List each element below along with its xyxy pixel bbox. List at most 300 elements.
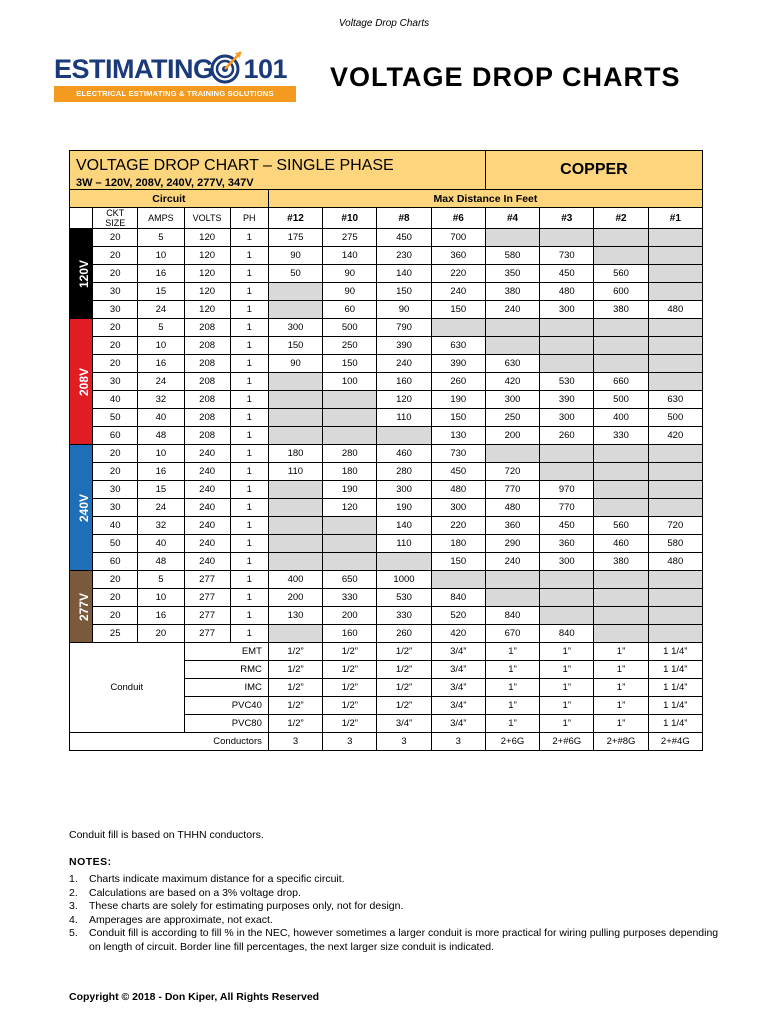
notes-list — [69, 873, 719, 954]
table-cell: 1 — [230, 319, 268, 337]
table-cell: 420 — [485, 373, 539, 391]
table-cell: 1 — [230, 589, 268, 607]
table-cell: 1 — [230, 445, 268, 463]
table-cell: 530 — [540, 373, 594, 391]
table-cell: 50 — [93, 535, 138, 553]
table-cell: 20 — [93, 571, 138, 589]
conduit-size-cell: 3/4” — [431, 715, 485, 733]
table-cell: 1 — [230, 247, 268, 265]
table-cell: 240 — [184, 499, 230, 517]
table-cell: 180 — [268, 445, 322, 463]
table-cell: 480 — [648, 301, 702, 319]
table-cell: 240 — [184, 463, 230, 481]
awg-header: #8 — [377, 208, 431, 229]
distance-group-header: Max Distance In Feet — [268, 190, 702, 208]
note-text: These charts are solely for estimating purposes only, not for design. — [89, 900, 404, 912]
table-cell: 190 — [377, 499, 431, 517]
table-cell: 730 — [431, 445, 485, 463]
chart-title: VOLTAGE DROP CHART – SINGLE PHASE — [76, 157, 394, 174]
conduit-size-cell: 3/4” — [431, 661, 485, 679]
conduit-size-cell: 1” — [485, 661, 539, 679]
table-cell: 40 — [93, 517, 138, 535]
table-cell — [648, 589, 702, 607]
table-cell: 300 — [540, 553, 594, 571]
table-cell: 630 — [648, 391, 702, 409]
table-cell: 500 — [323, 319, 377, 337]
conduit-size-cell: 1/2” — [268, 715, 322, 733]
table-cell: 300 — [431, 499, 485, 517]
table-cell: 650 — [323, 571, 377, 589]
table-cell — [485, 319, 539, 337]
table-cell: 400 — [594, 409, 648, 427]
table-cell — [648, 481, 702, 499]
conduit-row — [70, 643, 703, 661]
table-cell — [323, 517, 377, 535]
table-cell: 460 — [377, 445, 431, 463]
table-cell: 30 — [93, 283, 138, 301]
table-cell — [594, 319, 648, 337]
conduit-size-cell: 1/2” — [377, 697, 431, 715]
table-cell: 360 — [540, 535, 594, 553]
table-cell: 277 — [184, 571, 230, 589]
table-cell — [648, 283, 702, 301]
copyright-text: Copyright © 2018 - Don Kiper, All Rights Reserved — [69, 991, 320, 1003]
table-cell: 208 — [184, 391, 230, 409]
table-cell — [540, 319, 594, 337]
table-cell: 240 — [184, 445, 230, 463]
note-number: 2. — [69, 886, 78, 899]
table-cell: 390 — [431, 355, 485, 373]
table-cell: 280 — [377, 463, 431, 481]
table-cell: 20 — [93, 607, 138, 625]
table-cell — [540, 463, 594, 481]
table-cell: 580 — [485, 247, 539, 265]
table-cell: 790 — [377, 319, 431, 337]
table-cell: 190 — [323, 481, 377, 499]
table-row — [70, 301, 703, 319]
estimating-101-logo — [54, 50, 298, 104]
table-cell: 250 — [485, 409, 539, 427]
table-row — [70, 553, 703, 571]
table-cell: 330 — [377, 607, 431, 625]
table-cell: 20 — [138, 625, 184, 643]
table-cell: 1 — [230, 535, 268, 553]
conduit-size-cell: 1 1/4” — [648, 643, 702, 661]
table-cell: 1 — [230, 373, 268, 391]
ckt-header-line: CKT — [106, 208, 125, 218]
table-cell: 5 — [138, 229, 184, 247]
table-cell: 220 — [431, 265, 485, 283]
table-cell — [268, 373, 322, 391]
table-cell: 120 — [184, 247, 230, 265]
table-cell: 277 — [184, 589, 230, 607]
table-cell: 450 — [377, 229, 431, 247]
conduit-type: EMT — [184, 643, 268, 661]
conductors-label: Conductors — [70, 733, 269, 751]
table-cell: 240 — [184, 517, 230, 535]
table-cell: 1 — [230, 301, 268, 319]
conduit-size-cell: 3/4” — [431, 643, 485, 661]
table-cell — [594, 463, 648, 481]
conduit-size-cell: 1/2” — [268, 643, 322, 661]
table-cell: 208 — [184, 355, 230, 373]
table-cell — [485, 229, 539, 247]
conductors-cell: 3 — [323, 733, 377, 751]
table-cell — [268, 301, 322, 319]
table-cell: 390 — [377, 337, 431, 355]
table-cell: 770 — [540, 499, 594, 517]
table-cell — [594, 625, 648, 643]
table-cell: 5 — [138, 319, 184, 337]
table-cell: 660 — [594, 373, 648, 391]
table-cell: 208 — [184, 409, 230, 427]
voltage-section-label — [70, 229, 93, 319]
table-cell: 450 — [540, 265, 594, 283]
table-cell: 200 — [268, 589, 322, 607]
table-cell: 380 — [594, 553, 648, 571]
table-cell: 120 — [184, 301, 230, 319]
table-cell: 140 — [323, 247, 377, 265]
table-cell — [648, 445, 702, 463]
table-cell: 24 — [138, 373, 184, 391]
table-row — [70, 499, 703, 517]
table-cell — [323, 427, 377, 445]
table-cell: 240 — [485, 301, 539, 319]
table-cell: 208 — [184, 373, 230, 391]
table-cell: 1 — [230, 571, 268, 589]
table-cell: 360 — [485, 517, 539, 535]
table-cell — [648, 229, 702, 247]
table-cell: 175 — [268, 229, 322, 247]
table-cell: 10 — [138, 337, 184, 355]
table-cell: 16 — [138, 463, 184, 481]
table-cell: 277 — [184, 607, 230, 625]
table-cell: 300 — [540, 301, 594, 319]
table-cell: 150 — [431, 553, 485, 571]
table-cell — [594, 337, 648, 355]
table-cell — [648, 247, 702, 265]
logo-word-right: 101 — [243, 54, 288, 84]
table-cell: 230 — [377, 247, 431, 265]
table-cell: 120 — [323, 499, 377, 517]
table-cell: 840 — [485, 607, 539, 625]
table-cell — [648, 337, 702, 355]
table-cell: 1 — [230, 517, 268, 535]
target-icon — [210, 50, 244, 86]
table-cell: 1 — [230, 499, 268, 517]
table-cell: 90 — [323, 265, 377, 283]
table-cell: 20 — [93, 265, 138, 283]
table-cell: 350 — [485, 265, 539, 283]
table-cell: 160 — [323, 625, 377, 643]
awg-header: #6 — [431, 208, 485, 229]
table-cell: 150 — [268, 337, 322, 355]
awg-header: #4 — [485, 208, 539, 229]
document-title: VOLTAGE DROP CHARTS — [330, 62, 681, 92]
table-cell: 190 — [431, 391, 485, 409]
conduit-size-cell: 1 1/4” — [648, 679, 702, 697]
table-cell: 400 — [268, 571, 322, 589]
table-cell: 1 — [230, 553, 268, 571]
table-cell: 670 — [485, 625, 539, 643]
conduit-size-cell: 1 1/4” — [648, 661, 702, 679]
column-header-row — [70, 208, 703, 229]
table-row — [70, 283, 703, 301]
table-cell — [540, 337, 594, 355]
voltage-section-text: 120V — [77, 259, 92, 288]
table-cell: 1 — [230, 481, 268, 499]
table-cell: 250 — [323, 337, 377, 355]
table-cell: 30 — [93, 499, 138, 517]
note-item — [69, 914, 719, 928]
table-row — [70, 265, 703, 283]
table-cell — [540, 355, 594, 373]
table-row — [70, 247, 703, 265]
table-row — [70, 319, 703, 337]
table-cell: 275 — [323, 229, 377, 247]
table-cell: 730 — [540, 247, 594, 265]
table-cell — [540, 445, 594, 463]
table-cell — [268, 481, 322, 499]
table-cell: 1 — [230, 265, 268, 283]
conduit-size-cell: 1/2” — [323, 661, 377, 679]
conduit-size-cell: 1 1/4” — [648, 697, 702, 715]
conduit-size-cell: 1” — [540, 661, 594, 679]
notes-heading: NOTES: — [69, 856, 112, 868]
awg-header: #1 — [648, 208, 702, 229]
table-cell: 380 — [594, 301, 648, 319]
awg-header: #12 — [268, 208, 322, 229]
table-cell: 20 — [93, 463, 138, 481]
table-cell: 330 — [594, 427, 648, 445]
table-cell — [268, 391, 322, 409]
table-cell — [594, 445, 648, 463]
table-cell: 1 — [230, 355, 268, 373]
table-row — [70, 229, 703, 247]
table-cell: 280 — [323, 445, 377, 463]
table-cell — [594, 607, 648, 625]
table-cell: 150 — [431, 409, 485, 427]
table-cell — [594, 481, 648, 499]
table-cell: 1 — [230, 427, 268, 445]
voltage-section-label — [70, 319, 93, 445]
table-cell: 530 — [377, 589, 431, 607]
note-number: 3. — [69, 900, 78, 912]
conduit-size-cell: 1” — [485, 643, 539, 661]
table-cell: 30 — [93, 481, 138, 499]
table-cell — [268, 553, 322, 571]
table-cell: 450 — [431, 463, 485, 481]
table-cell: 300 — [268, 319, 322, 337]
table-cell — [648, 607, 702, 625]
note-number: 1. — [69, 873, 78, 885]
amps-header: AMPS — [138, 208, 184, 229]
table-cell — [431, 319, 485, 337]
table-cell: 20 — [93, 319, 138, 337]
table-cell: 630 — [431, 337, 485, 355]
table-cell: 720 — [648, 517, 702, 535]
voltage-section-text: 277V — [77, 592, 92, 621]
conduit-group-label: Conduit — [70, 643, 185, 733]
table-cell: 1000 — [377, 571, 431, 589]
table-cell — [540, 571, 594, 589]
table-cell: 24 — [138, 301, 184, 319]
table-cell: 150 — [377, 283, 431, 301]
table-cell: 630 — [485, 355, 539, 373]
conductors-cell: 2+6G — [485, 733, 539, 751]
table-cell: 580 — [648, 535, 702, 553]
table-cell: 840 — [431, 589, 485, 607]
table-cell: 60 — [93, 427, 138, 445]
table-cell: 1 — [230, 409, 268, 427]
conduit-size-cell: 1” — [485, 715, 539, 733]
table-row — [70, 625, 703, 643]
table-cell: 140 — [377, 517, 431, 535]
conduit-size-cell: 1” — [594, 679, 648, 697]
table-cell — [648, 625, 702, 643]
table-row — [70, 517, 703, 535]
table-cell: 480 — [540, 283, 594, 301]
table-cell: 130 — [268, 607, 322, 625]
table-cell: 160 — [377, 373, 431, 391]
table-row — [70, 445, 703, 463]
table-cell: 240 — [485, 553, 539, 571]
table-cell — [485, 337, 539, 355]
logo-wordmark — [54, 54, 287, 85]
table-cell: 330 — [323, 589, 377, 607]
table-cell: 208 — [184, 337, 230, 355]
table-row — [70, 463, 703, 481]
logo-word-left: ESTIMATING — [54, 54, 214, 84]
table-row — [70, 391, 703, 409]
note-item — [69, 873, 719, 887]
table-cell — [431, 571, 485, 589]
table-title-row — [70, 151, 703, 190]
table-cell: 480 — [431, 481, 485, 499]
ph-header: PH — [230, 208, 268, 229]
table-cell: 480 — [485, 499, 539, 517]
table-cell: 24 — [138, 499, 184, 517]
table-cell — [540, 229, 594, 247]
table-cell: 240 — [184, 481, 230, 499]
ckt-size-header — [93, 208, 138, 229]
table-cell — [648, 319, 702, 337]
table-cell: 40 — [138, 409, 184, 427]
table-cell: 200 — [323, 607, 377, 625]
table-cell: 770 — [485, 481, 539, 499]
table-cell: 450 — [540, 517, 594, 535]
awg-header: #10 — [323, 208, 377, 229]
table-cell — [648, 463, 702, 481]
logo-tagline: ELECTRICAL ESTIMATING & TRAINING SOLUTIONS — [54, 86, 296, 102]
table-cell: 20 — [93, 445, 138, 463]
table-cell — [268, 409, 322, 427]
table-cell: 300 — [540, 409, 594, 427]
table-cell: 16 — [138, 355, 184, 373]
table-cell: 25 — [93, 625, 138, 643]
table-cell: 90 — [268, 355, 322, 373]
table-cell: 240 — [377, 355, 431, 373]
note-text: Calculations are based on a 3% voltage drop. — [89, 886, 301, 899]
table-row — [70, 409, 703, 427]
table-cell: 290 — [485, 535, 539, 553]
conductors-cell: 2+#4G — [648, 733, 702, 751]
note-number: 5. — [69, 927, 78, 939]
conduit-size-cell: 1/2” — [268, 697, 322, 715]
voltage-section-label — [70, 571, 93, 643]
table-cell — [540, 589, 594, 607]
table-cell: 48 — [138, 553, 184, 571]
table-cell: 500 — [648, 409, 702, 427]
table-cell — [268, 517, 322, 535]
table-row — [70, 355, 703, 373]
conduit-size-cell: 1/2” — [268, 679, 322, 697]
conduit-size-cell: 1” — [485, 697, 539, 715]
conduit-size-cell: 1/2” — [323, 679, 377, 697]
table-cell: 200 — [485, 427, 539, 445]
table-cell: 40 — [138, 535, 184, 553]
table-cell — [648, 571, 702, 589]
table-cell: 32 — [138, 391, 184, 409]
conductors-cell: 3 — [268, 733, 322, 751]
table-cell: 150 — [323, 355, 377, 373]
table-cell: 600 — [594, 283, 648, 301]
table-cell: 20 — [93, 229, 138, 247]
table-cell — [323, 553, 377, 571]
table-cell: 1 — [230, 337, 268, 355]
table-cell — [648, 355, 702, 373]
table-cell: 60 — [323, 301, 377, 319]
table-cell: 390 — [540, 391, 594, 409]
conduit-size-cell: 1/2” — [268, 661, 322, 679]
table-cell: 16 — [138, 265, 184, 283]
table-row — [70, 589, 703, 607]
table-cell: 1 — [230, 607, 268, 625]
table-cell: 240 — [431, 283, 485, 301]
table-cell: 700 — [431, 229, 485, 247]
table-cell: 150 — [431, 301, 485, 319]
table-cell: 20 — [93, 355, 138, 373]
table-row — [70, 607, 703, 625]
conduit-size-cell: 1” — [540, 679, 594, 697]
table-cell: 560 — [594, 265, 648, 283]
blank-header-cell — [70, 208, 93, 229]
table-cell — [594, 229, 648, 247]
table-cell: 1 — [230, 391, 268, 409]
table-cell — [485, 571, 539, 589]
table-cell: 840 — [540, 625, 594, 643]
table-cell: 15 — [138, 481, 184, 499]
table-cell — [594, 499, 648, 517]
table-cell — [323, 535, 377, 553]
table-cell: 260 — [377, 625, 431, 643]
conduit-fill-note: Conduit fill is based on THHN conductors. — [69, 829, 264, 841]
table-cell: 480 — [648, 553, 702, 571]
table-row — [70, 427, 703, 445]
awg-header: #3 — [540, 208, 594, 229]
table-cell — [594, 589, 648, 607]
volts-header: VOLTS — [184, 208, 230, 229]
table-title-cell — [70, 151, 486, 190]
table-cell: 420 — [431, 625, 485, 643]
table-cell — [594, 571, 648, 589]
table-cell: 100 — [323, 373, 377, 391]
table-cell: 180 — [431, 535, 485, 553]
table-cell — [648, 499, 702, 517]
conduit-type: RMC — [184, 661, 268, 679]
table-cell — [268, 625, 322, 643]
table-cell: 1 — [230, 625, 268, 643]
